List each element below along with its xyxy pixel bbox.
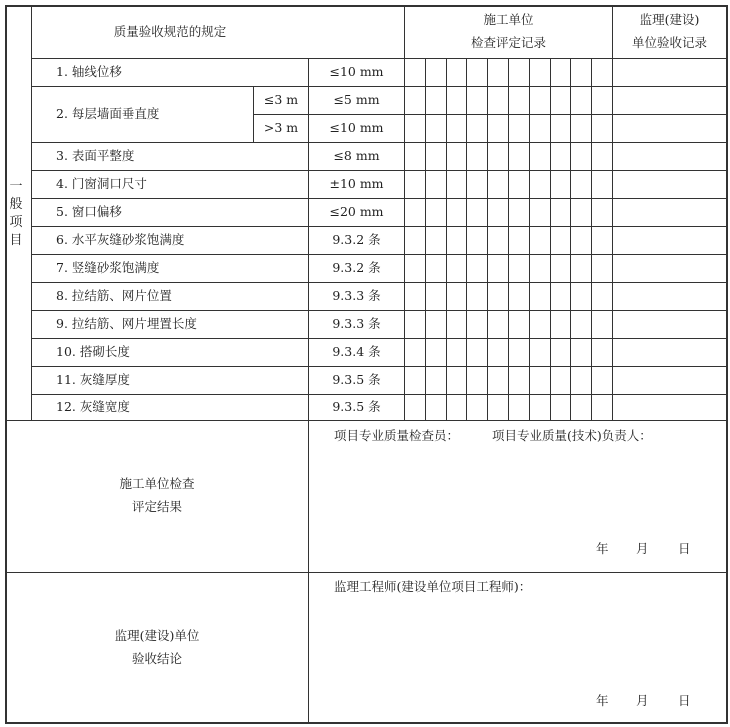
- item-condition: ≤3 m: [263, 92, 299, 107]
- contractor-result-label-2: 评定结果: [131, 499, 182, 514]
- item-spec: ±10 mm: [329, 176, 384, 191]
- item-name: 6. 水平灰缝砂浆饱满度: [56, 232, 185, 247]
- item-spec: ≤10 mm: [329, 64, 384, 79]
- row-line: [31, 254, 727, 255]
- item-name: 7. 竖缝砂浆饱满度: [56, 260, 160, 275]
- tech-lead-signature-label: 项目专业质量(技术)负责人：: [492, 428, 652, 443]
- item-name: 8. 拉结筋、网片位置: [56, 288, 172, 303]
- item-name: 1. 轴线位移: [56, 64, 122, 79]
- check-cell-divider: [570, 58, 571, 420]
- item-name: 11. 灰缝厚度: [56, 372, 130, 387]
- header-bottom-line: [31, 58, 727, 59]
- date-year: 年: [596, 541, 609, 556]
- date-year: 年: [596, 693, 609, 708]
- date-day: 日: [678, 541, 691, 556]
- supervisor-record-title: 监理(建设): [639, 12, 700, 27]
- item-name: 10. 搭砌长度: [56, 344, 130, 359]
- check-cell-divider: [529, 58, 530, 420]
- item-name: 4. 门窗洞口尺寸: [56, 176, 147, 191]
- row-line: [31, 226, 727, 227]
- item-spec: ≤20 mm: [329, 204, 384, 219]
- item-spec: ≤10 mm: [329, 120, 384, 135]
- category-label: 一般项目: [9, 179, 23, 248]
- item-spec: 9.3.3 条: [332, 316, 381, 331]
- item-name: 3. 表面平整度: [56, 148, 135, 163]
- row-line: [31, 310, 727, 311]
- row-line: [31, 282, 727, 283]
- check-cell-divider: [446, 58, 447, 420]
- row-line: [31, 86, 727, 87]
- item-spec: ≤5 mm: [333, 92, 380, 107]
- border-bottom: [5, 722, 728, 724]
- row-line: [31, 366, 727, 367]
- items-bottom-line: [6, 420, 727, 421]
- row-line: [253, 114, 727, 115]
- category-column-line: [31, 6, 32, 420]
- date-month: 月: [636, 693, 649, 708]
- check-cell-divider: [550, 58, 551, 420]
- border-right: [726, 5, 728, 724]
- supervisor-record-subtitle: 单位验收记录: [631, 35, 707, 50]
- row-line: [31, 338, 727, 339]
- item-spec: 9.3.5 条: [332, 399, 381, 414]
- supervisor-conclusion-label-2: 验收结论: [131, 651, 182, 666]
- item-name: 5. 窗口偏移: [56, 204, 122, 219]
- item-spec: 9.3.5 条: [332, 372, 381, 387]
- item-spec: 9.3.4 条: [332, 344, 381, 359]
- row-line: [31, 394, 727, 395]
- item-name: 2. 每层墙面垂直度: [56, 106, 160, 121]
- item-spec: 9.3.3 条: [332, 288, 381, 303]
- inspector-signature-label: 项目专业质量检查员：: [334, 428, 460, 443]
- item-condition: >3 m: [263, 120, 299, 135]
- date-month: 月: [636, 541, 649, 556]
- check-cell-divider: [466, 58, 467, 420]
- row-line: [31, 170, 727, 171]
- border-left: [5, 5, 7, 724]
- item-spec: 9.3.2 条: [332, 260, 381, 275]
- date-day: 日: [678, 693, 691, 708]
- item-name: 9. 拉结筋、网片埋置长度: [56, 316, 197, 331]
- row-line: [31, 142, 727, 143]
- check-cell-divider: [508, 58, 509, 420]
- contractor-result-label: 施工单位检查: [119, 476, 195, 491]
- item-spec: ≤8 mm: [333, 148, 380, 163]
- spec-title: 质量验收规范的规定: [113, 24, 227, 39]
- supervisor-conclusion-label: 监理(建设)单位: [114, 628, 200, 643]
- check-cell-divider: [591, 58, 592, 420]
- contractor-record-title: 施工单位: [483, 12, 534, 27]
- contractor-record-subtitle: 检查评定记录: [470, 35, 546, 50]
- check-cell-divider: [425, 58, 426, 420]
- item-name: 12. 灰缝宽度: [56, 399, 130, 414]
- supervisor-column-line: [612, 6, 613, 420]
- row-line: [31, 198, 727, 199]
- check-cell-divider: [487, 58, 488, 420]
- border-top: [5, 5, 728, 7]
- record-column-line: [404, 6, 405, 420]
- engineer-signature-label: 监理工程师(建设单位项目工程师)：: [334, 579, 532, 594]
- item-spec: 9.3.2 条: [332, 232, 381, 247]
- section-divider-line: [6, 572, 727, 573]
